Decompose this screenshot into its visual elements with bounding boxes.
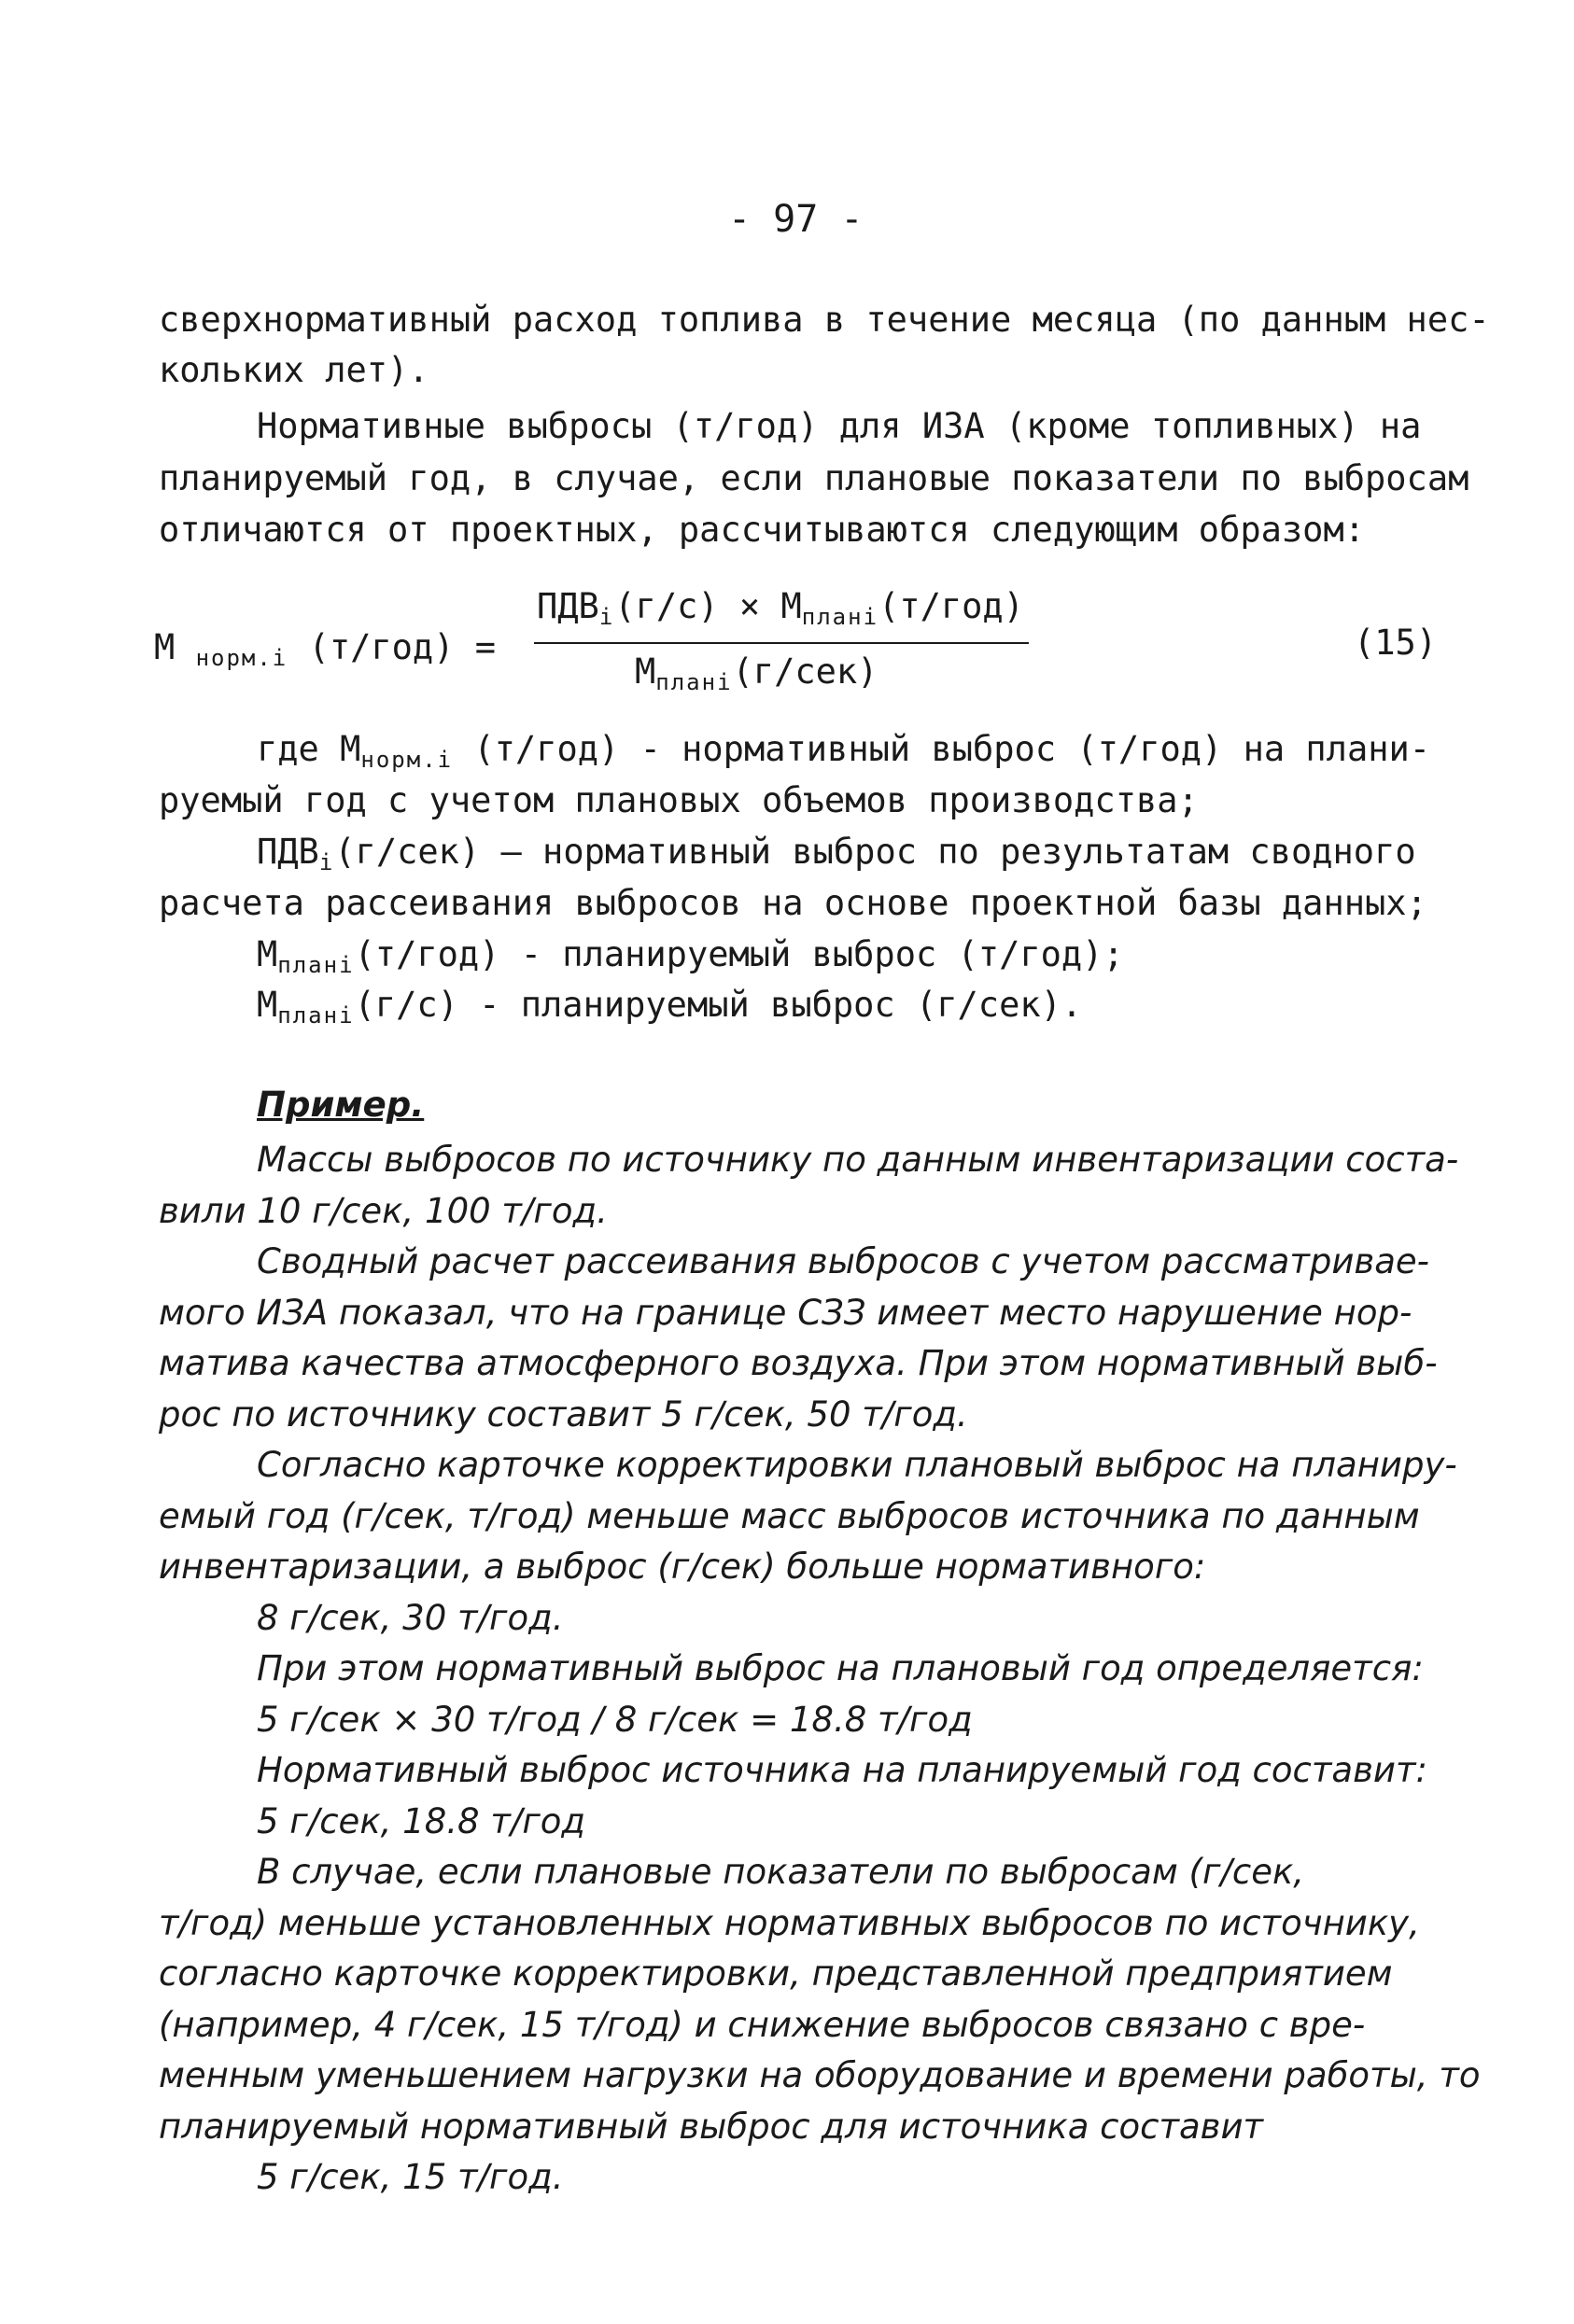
formula-lhs	[154, 627, 496, 671]
example-line: (например, 4 г/сек, 15 т/год) и снижение выбросов связано с вре-	[159, 2005, 1366, 2045]
example-line: вили 10 г/сек, 100 т/год.	[159, 1191, 608, 1231]
page-number: - 97 -	[728, 198, 864, 241]
example-line: согласно карточке корректировки, представленной предприятием	[159, 1953, 1393, 1994]
example-line: рос по источнику составит 5 г/сек, 50 т/год.	[159, 1394, 968, 1435]
formula-denominator	[635, 651, 878, 695]
example-line: 5 г/сек × 30 т/год / 8 г/сек = 18.8 т/год	[257, 1700, 973, 1740]
example-line: Сводный расчет рассеивания выбросов с учетом рассматривае-	[257, 1241, 1430, 1281]
example-line: 5 г/сек, 15 т/год.	[257, 2157, 564, 2197]
def3-post: (т/год) - планируемый выброс (т/год);	[354, 934, 1124, 974]
definition-3	[257, 931, 1554, 988]
def1-sub: норм.i	[360, 747, 454, 773]
formula-lhs-unit: (т/год) =	[308, 627, 497, 667]
example-line: т/год) меньше установленных нормативных выбросов по источнику,	[159, 1903, 1420, 1943]
definition-1-cont: руемый год с учетом плановых объемов производства;	[159, 780, 1199, 820]
para1-line-1: сверхнормативный расход топлива в течение месяца (по данным нес-	[159, 300, 1490, 340]
definition-4	[257, 982, 1554, 1039]
example-line: При этом нормативный выброс на плановый год определяется:	[257, 1648, 1424, 1688]
def2-sub: i	[318, 849, 335, 875]
example-line: Массы выбросов по источнику по данным инвентаризации соста-	[257, 1140, 1459, 1180]
example-heading: Пример.	[257, 1085, 425, 1125]
def4-post: (г/с) - планируемый выброс (г/сек).	[354, 985, 1083, 1025]
def3-sub: планi	[277, 952, 355, 978]
example-line: В случае, если плановые показатели по выбросам (г/сек,	[257, 1852, 1305, 1892]
def1-pre: где М	[257, 729, 361, 769]
example-line: матива качества атмосферного воздуха. При этом нормативный выб-	[159, 1343, 1438, 1383]
def4-sub: планi	[277, 1002, 355, 1029]
example-line: Нормативный выброс источника на планируемый год составит:	[257, 1750, 1427, 1790]
para2-line-3: отличаются от проектных, рассчитываются следующим образом:	[159, 510, 1366, 550]
example-line: 5 г/сек, 18.8 т/год	[257, 1801, 586, 1841]
numerator-pdv: ПДВ	[537, 586, 599, 626]
example-line: емый год (г/сек, т/год) меньше масс выбросов источника по данным	[159, 1496, 1420, 1536]
numerator-mid-sub: планi	[801, 604, 879, 630]
def3-pre: М	[257, 934, 278, 974]
example-line: мого ИЗА показал, что на границе СЗЗ имеет место нарушение нор-	[159, 1293, 1412, 1333]
definition-2-cont: расчета рассеивания выбросов на основе проектной базы данных;	[159, 883, 1427, 923]
para2-line-1: Нормативные выбросы (т/год) для ИЗА (кроме топливных) на	[257, 406, 1422, 446]
def1-post: (т/год) - нормативный выброс (т/год) на плани-	[453, 729, 1431, 769]
example-line: планируемый нормативный выброс для источника составит	[159, 2107, 1264, 2147]
example-line: инвентаризации, а выброс (г/сек) больше нормативного:	[159, 1547, 1206, 1587]
fraction-bar	[534, 642, 1029, 644]
numerator-mid: (г/с) × М	[614, 586, 802, 626]
def4-pre: М	[257, 985, 278, 1025]
definition-1	[257, 726, 1554, 783]
numerator-pdv-sub: i	[598, 604, 615, 630]
denominator-symbol: М	[635, 651, 656, 692]
formula-lhs-symbol: М	[154, 627, 176, 667]
formula-lhs-subscript: норм.i	[195, 645, 288, 671]
equation-number: (15)	[1354, 623, 1438, 663]
def2-pre: ПДВ	[257, 832, 319, 872]
denominator-sub: планi	[655, 669, 733, 695]
example-line: Согласно карточке корректировки плановый выброс на планиру-	[257, 1445, 1457, 1485]
example-line: менным уменьшением нагрузки на оборудование и времени работы, то	[159, 2055, 1481, 2095]
para2-line-2: планируемый год, в случае, если плановые показатели по выбросам	[159, 458, 1469, 498]
def2-post: (г/сек) – нормативный выброс по результатам сводного	[334, 832, 1416, 872]
denominator-unit: (г/сек)	[732, 651, 878, 692]
numerator-unit: (т/год)	[878, 586, 1024, 626]
para1-line-2: кольких лет).	[159, 350, 429, 390]
definition-2	[257, 829, 1554, 886]
formula-numerator	[537, 586, 1024, 630]
example-line: 8 г/сек, 30 т/год.	[257, 1598, 564, 1638]
